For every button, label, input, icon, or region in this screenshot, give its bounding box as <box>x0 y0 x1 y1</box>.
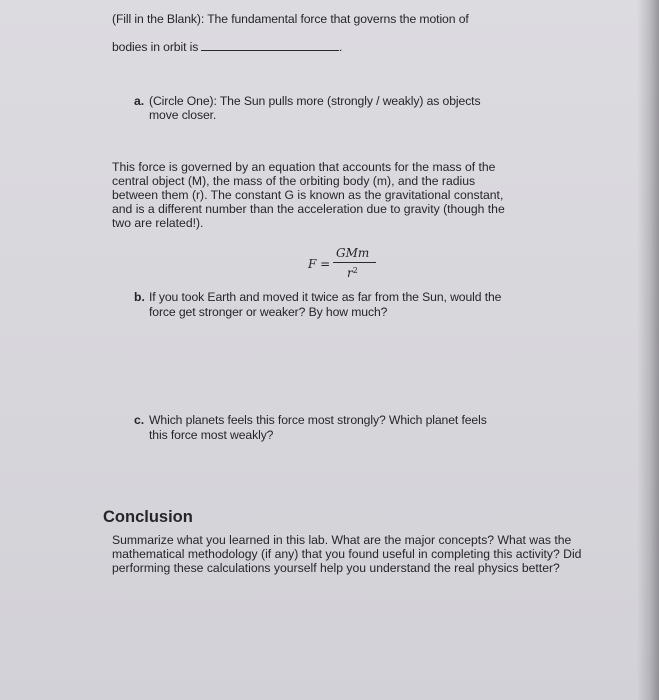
conclusion-line-2: mathematical methodology (if any) that you found useful in completing this activity? Did <box>112 547 582 561</box>
formula-fraction-bar <box>333 262 376 263</box>
question-a-line-2: move closer. <box>149 108 217 122</box>
question-b-line-2: force get stronger or weaker? By how much? <box>149 305 388 319</box>
fill-blank-line-1: (Fill in the Blank): The fundamental force that governs the motion of <box>112 12 469 26</box>
question-b-label: b. <box>134 290 145 304</box>
formula-lhs: F = <box>308 257 331 271</box>
question-b-line-1: If you took Earth and moved it twice as far from the Sun, would the <box>149 290 502 304</box>
force-paragraph-line-1: This force is governed by an equation that accounts for the mass of the <box>112 160 496 174</box>
conclusion-line-1: Summarize what you learned in this lab. What are the major concepts? What was the <box>112 533 572 547</box>
conclusion-line-3: performing these calculations yourself help you understand the real physics better? <box>112 561 560 575</box>
force-paragraph-line-5: two are related!). <box>112 216 204 230</box>
force-paragraph-line-3: between them (r). The constant G is known as the gravitational constant, <box>112 188 504 202</box>
question-c-line-2: this force most weakly? <box>149 428 274 442</box>
force-paragraph <box>112 160 505 230</box>
blank-period: . <box>339 40 343 54</box>
formula-denominator <box>347 266 358 280</box>
force-paragraph-line-4: and is a different number than the acceleration due to gravity (though the <box>112 202 505 216</box>
conclusion-heading: Conclusion <box>103 508 193 526</box>
formula-denominator-exponent: 2 <box>352 266 358 275</box>
force-paragraph-line-2: central object (M), the mass of the orbiting body (m), and the radius <box>112 174 476 188</box>
page-edge-shadow <box>637 0 659 700</box>
question-c-label: c. <box>134 413 145 427</box>
formula-denominator-base: r <box>347 266 353 280</box>
formula-numerator: GMm <box>336 246 370 260</box>
question-a-label: a. <box>134 94 145 108</box>
conclusion-paragraph <box>112 533 581 575</box>
answer-blank-line <box>201 50 339 51</box>
question-c-line-1: Which planets feels this force most strongly? Which planet feels <box>149 413 487 427</box>
gravity-formula <box>308 245 378 281</box>
fill-blank-line-2: bodies in orbit is <box>112 40 199 54</box>
question-a-line-1: (Circle One): The Sun pulls more (strongly / weakly) as objects <box>149 94 481 108</box>
